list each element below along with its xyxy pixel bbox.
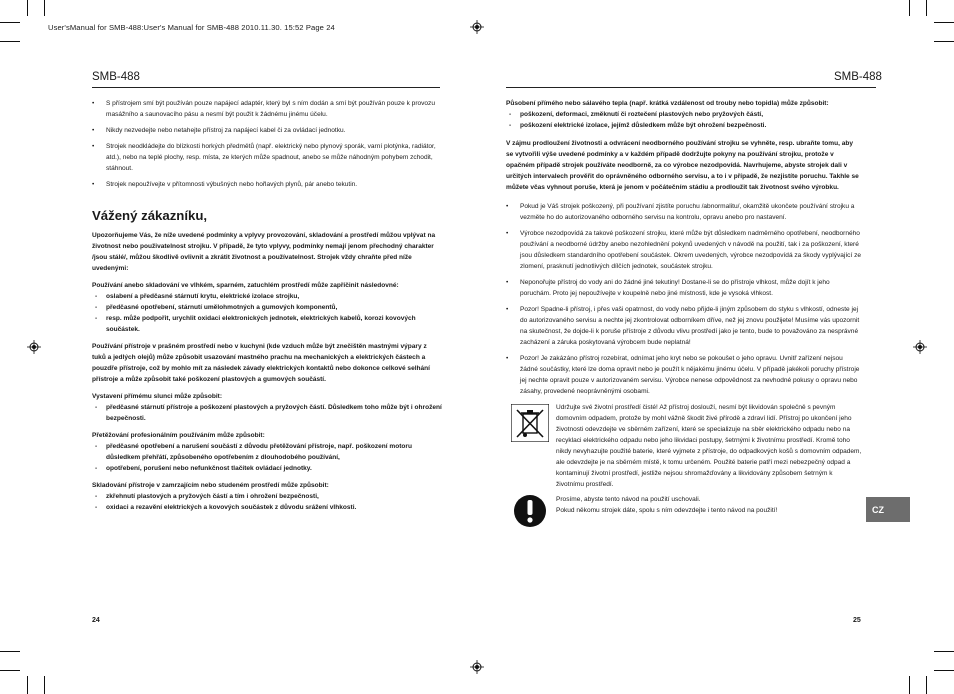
file-info-header: User'sManual for SMB-488:User's Manual for SMB-488 2010.11.30. 15:52 Page 24: [48, 23, 335, 32]
language-tab: CZ: [866, 497, 910, 522]
list-item: • Pokud je Váš strojek poškozený, při používaní zjistíte poruchu /abnormalitu/, okamžitě ukončete používání strojku a vezměte ho do autorizovaného odborného servisu na kontrolu, opravu anebo pro nastavení.: [506, 201, 862, 223]
keep-manual-notice: [506, 494, 862, 530]
section-title: Skladování přístroje v zamrzajícím nebo studeném prostředí může způsobit:: [92, 482, 329, 489]
intro-paragraph: Upozorňujeme Vás, že níže uvedené podmínky a vplyvy provozování, skladování a prostředí můžou vplývat na životnost nebo použivatelnost strojku. V případě, že tyto vplyvy, podmínky nemají jenom přechodný charakter /jsou stálé/, můžou škodlivě ovlivnit a zkrátit životnost a používatelnost. Strojek vždy chraňte před níže uvedenými:: [92, 232, 436, 272]
crop-mark: [44, 0, 45, 16]
crop-mark: [0, 651, 20, 652]
registration-mark-icon: [470, 20, 484, 34]
keep-manual-line: Prosíme, abyste tento návod na použití uschovali.: [556, 496, 701, 503]
model-label-right: SMB-488: [834, 71, 882, 83]
page-number-left: 24: [92, 617, 100, 624]
crop-mark: [0, 41, 20, 42]
header-rule-left: [92, 87, 440, 88]
model-label-left: SMB-488: [92, 71, 140, 83]
list-item: • Neponořujte přístroj do vody ani do žádné jiné tekutiny! Dostane-li se do přístroje vlhkost, může dojít k jeho poruchám. Proto jej nepoužívejte v koupelně nebo jiné místnosti, kde je vysoká vlhkost.: [506, 277, 862, 299]
header-rule-right: [506, 87, 876, 88]
crop-mark: [44, 676, 45, 694]
crop-mark: [0, 670, 20, 671]
list-item: • Nikdy nezvedejte nebo netahejte přístroj za napájecí kabel či za ovládací jednotku.: [92, 125, 442, 136]
section-title: Používání anebo skladování ve vlhkém, sparném, zatuchlém prostředí může zapříčinit následovné:: [92, 282, 399, 289]
list-item: - předčasné opotřebení, stárnutí umělohmotných a gumových komponentů,: [92, 302, 442, 313]
crop-mark: [27, 0, 28, 16]
list-item: • Pozor! Je zakázáno přístroj rozebírat, odnímat jeho kryt nebo se pokoušet o jeho opravu. Uvnitř zařízení nejsou žádné součástky, které lze doma opravit nebo je použít k nějakému jinému účelu. V případě jakékoli poruchy přístroje jej nechte opravit pouze v autorizovaném servisu. Výrobce nenese odpovědnost za nevhodné pokusy o opravu nebo zásahy, provedené neoprávněnými osobami.: [506, 353, 862, 397]
greeting-heading: Vážený zákazníku,: [92, 208, 208, 223]
page-number-right: 25: [853, 617, 861, 624]
list-item: • Pozor! Spadne-li přístroj, i přes vaši opatrnost, do vody nebo přijde-li jiným způsobem do styku s vlhkostí, odneste jej do autorizovaného servisu a nechte jej zkontrolovat odborníkem dříve, než jej znovu použijete! Musíme vás upozornit na skutečnost, že dojde-li k poruše přístroje z důvodu vlivu prostředí jako je tento, bude to považováno za nesprávné zacházení a záruka poskytovaná výrobcem bude neplatná!: [506, 304, 862, 348]
list-item: • Výrobce nezodpovídá za takové poškození strojku, které může být důsledkem nadměrného opotřebení, neodborného používání a neodborné údržby anebo nezohlednění pokynů uvedených v návodě na použití, tak i za poškození, které jsou důsledkem standardního opotřebení součástek. Okrem uvedených, výrobce nezodpovídá za škody vyplývající ze zlomení, prasknutí jednotlivých dílčích jednotek, součástek strojku.: [506, 228, 862, 272]
keep-manual-line: Pokud někomu strojek dáte, spolu s ním odevzdejte i tento návod na použití!: [556, 507, 778, 514]
weee-text: Udržujte své životní prostředí čisté! Až přístroj doslouží, nesmí být likvidován společně s pevným domovním odpadem, protože by mohl vážně škodit živé přírodě a zdraví lidí. Přístroj po ukončení jeho životnosti odevzdejte ve sběrném zařízení, které se specializuje na sběr elektrického odpadu nebo na recyklaci elektrického odpadu nebo jeho likvidaci postupy, šetrnými k životnímu prostředí. Kromě toho nikdy nevyhazujte použité baterie, které vyjmete z přístroje, do odpadkových košů s domovním odpadem, ale odevzdejte je na sběrném místě, k tomu určeném. Použité baterie patří mezi nebezpečný odpad a kontaminují životní prostředí, jestliže nejsou shromažďovány a likvidovány způsobem šetrným k životnímu prostředí.: [556, 404, 862, 488]
list-item: - opotřebení, porušení nebo nefunkčnost tlačítek ovládací jednotky.: [92, 463, 442, 474]
advice-paragraph: V zájmu prodloužení životnosti a odvrácení neodborného používání strojku se vyhněte, resp. ubraňte tomu, aby se vytvořili výše uvedené podmínky a v každém případě dodržujte pokyny na používání strojku, protože v opačném případě strojek používáte neodborně, za co výrobce nezodpovídá. Navrhujeme, abyste strojek dali v určitých intervalech prověřit do oprávněného odborného servisu, a to i v případě, že nezjistíte poruchu. Takhle se můžete včas vyhnout poruše, která je jenom v počátečním stádiu a prodloužit tak životnost svého výrobku.: [506, 140, 859, 191]
section-paragraph: Používání přístroje v prašném prostředí nebo v kuchyni (kde vzduch může být znečištěn mastnými výpary z tuků a jedlých olejů) může způsobit usazování mastného prachu na mechanických a elektrických částech a pouzdře přístroje, což by mohlo mít za následek závady elektrických kontaktů nebo dokonce celkové selhání přístroje a může způsobit také poškození plastových a gumových součástí.: [92, 343, 430, 383]
list-item: - oxidaci a rezavění elektrických a kovových součástek z důvodu srážení vlhkosti.: [92, 502, 442, 513]
list-item: • Strojek neodkládejte do blízkosti horkých předmětů (např. elektrický nebo plynový sporák, varní plotýnka, radiátor, atd.), nebo na teplé plochy, resp. místa, ze kterých může spadnout, anebo se může náhodným pohybem zchodit, stáhnout.: [92, 141, 442, 174]
crop-mark: [926, 0, 927, 16]
exclamation-icon: [513, 494, 547, 528]
list-item: - předčasné stárnutí přístroje a poškození plastových a pryžových částí. Důsledkem toho může být i ohrožení bezpečnosti.: [92, 402, 442, 424]
list-item: - zkřehnutí plastových a pryžových částí a tím i ohrožení bezpečnosti,: [92, 491, 442, 502]
crop-mark: [926, 676, 927, 694]
list-item: - poškození elektrické izolace, jejímž důsledkem může být ohrožení bezpečnosti.: [506, 120, 862, 131]
list-item: - předčasné opotřebení a narušení součástí z důvodu přetěžování přístroje, např. poškození motoru důsledkem přehřátí, způsobeného opotřebením z dlouhodobého používání,: [92, 441, 442, 463]
crop-mark: [934, 651, 954, 652]
crop-mark: [909, 676, 910, 694]
crop-mark: [934, 41, 954, 42]
list-item: • S přístrojem smí být používán pouze napájecí adaptér, který byl s ním dodán a smí být používán pouze k provozu masážního a saunovacího pásu a nesmí být použit k žádnému jinému účelu.: [92, 98, 442, 120]
crop-mark: [0, 22, 20, 23]
registration-mark-icon: [913, 340, 927, 354]
list-item: - oslabení a předčasné stárnutí krytu, elektrické izolace strojku,: [92, 291, 442, 302]
section-title: Přetěžování profesionálním používáním může způsobit:: [92, 432, 265, 439]
section-title: Vystavení přímému slunci může způsobit:: [92, 393, 222, 400]
crop-mark: [934, 22, 954, 23]
list-item: - poškození, deformaci, změknutí či roztečení plastových nebo pryžových částí,: [506, 109, 862, 120]
crop-mark: [934, 670, 954, 671]
registration-mark-icon: [470, 660, 484, 674]
section-title: Působení přímého nebo sálavého tepla (např. krátká vzdálenost od trouby nebo topidla) může způsobit:: [506, 100, 829, 107]
registration-mark-icon: [27, 340, 41, 354]
list-item: - resp. může podpořit, urychlit oxidaci elektronických jednotek, elektrických kabelů, korozi kovových součástek.: [92, 313, 442, 335]
list-item: • Strojek nepoužívejte v přítomnosti výbušných nebo hořlavých plynů, pár anebo tekutin.: [92, 179, 442, 190]
crop-mark: [27, 676, 28, 694]
left-column: [92, 98, 442, 513]
weee-notice: [506, 402, 862, 490]
right-column: [506, 98, 862, 530]
crop-mark: [909, 0, 910, 16]
crossed-bin-icon: [511, 404, 549, 442]
